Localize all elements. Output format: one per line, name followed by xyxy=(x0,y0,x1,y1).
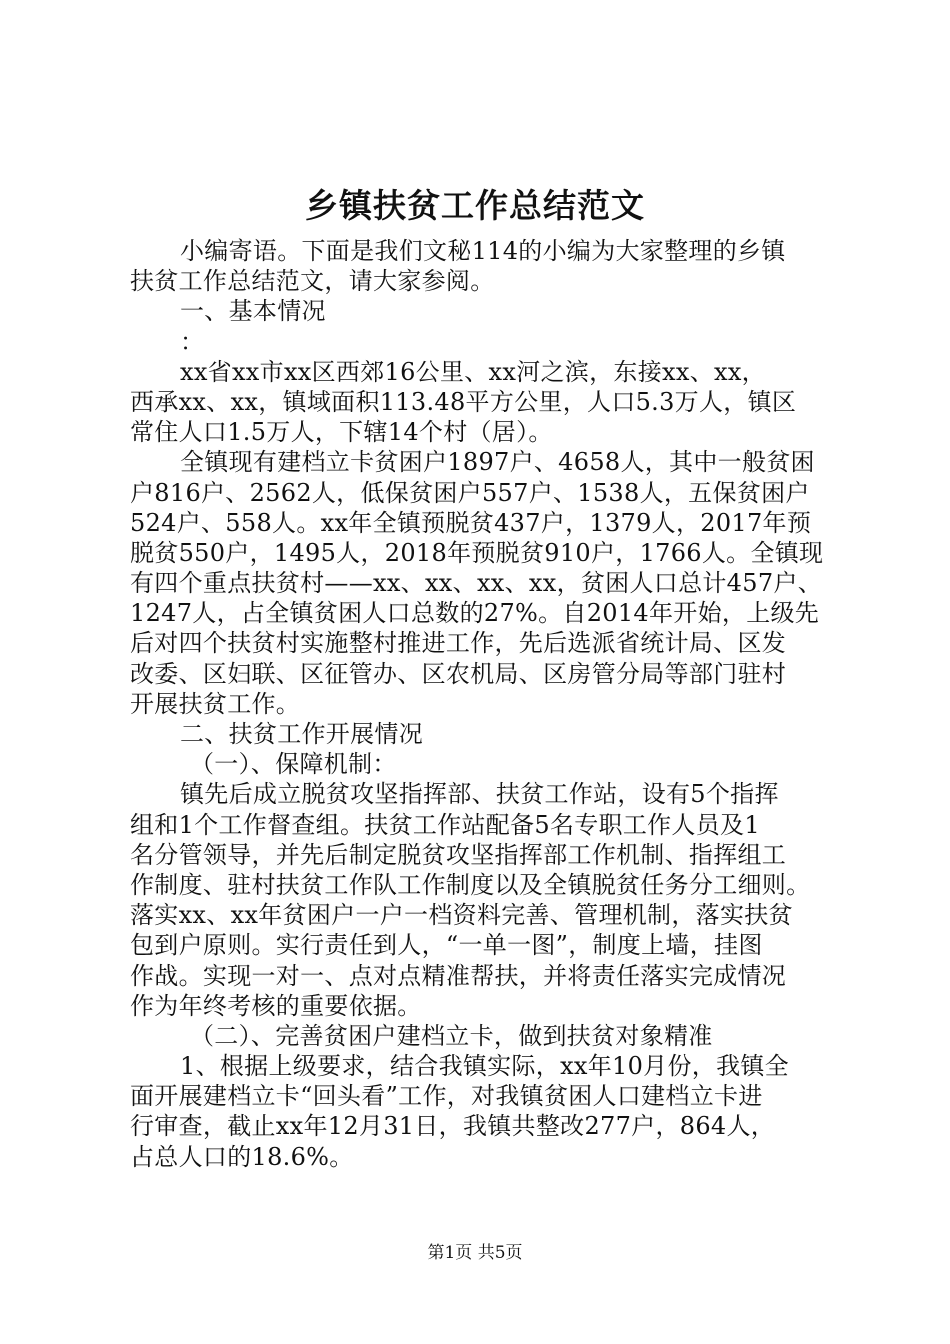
text-line: （二）、完善贫困户建档立卡，做到扶贫对象精准 xyxy=(190,1021,713,1050)
text-line: 有四个重点扶贫村——xx、xx、xx、xx，贫困人口总计457户、 xyxy=(130,569,822,598)
text-line: 后对四个扶贫村实施整村推进工作，先后选派省统计局、区发 xyxy=(130,629,787,658)
text-line: 包到户原则。实行责任到人，“一单一图”，制度上墙，挂图 xyxy=(130,931,763,960)
text-line: 镇先后成立脱贫攻坚指挥部、扶贫工作站，设有5个指挥 xyxy=(180,780,779,809)
page-footer: 第1页 共5页 xyxy=(427,1243,523,1263)
text-line: 小编寄语。下面是我们文秘114的小编为大家整理的乡镇 xyxy=(180,237,786,265)
text-line: 脱贫550户，1495人，2018年预脱贫910户，1766人。全镇现 xyxy=(130,538,824,567)
document-body xyxy=(130,236,830,1172)
text-line: 面开展建档立卡“回头看”工作，对我镇贫困人口建档立卡进 xyxy=(130,1082,763,1111)
text-line: （一）、保障机制： xyxy=(190,750,397,779)
text-line: 西承xx、xx，镇域面积113.48平方公里，人口5.3万人，镇区 xyxy=(130,387,797,416)
text-line: 组和1个工作督查组。扶贫工作站配备5名专职工作人员及1 xyxy=(130,810,760,839)
text-line: 扶贫工作总结范文，请大家参阅。 xyxy=(130,267,495,296)
document-title: 乡镇扶贫工作总结范文 xyxy=(305,186,645,225)
text-line: 常住人口1.5万人，下辖14个村（居）。 xyxy=(130,418,553,447)
text-line: 全镇现有建档立卡贫困户1897户、4658人，其中一般贫困 xyxy=(180,448,815,477)
text-line: 524户、558人。xx年全镇预脱贫437户，1379人，2017年预 xyxy=(130,508,812,537)
text-line: 落实xx、xx年贫困户一户一档资料完善、管理机制，落实扶贫 xyxy=(130,901,793,930)
text-line: 1、根据上级要求，结合我镇实际，xx年10月份，我镇全 xyxy=(180,1052,789,1081)
text-line: xx省xx市xx区西郊16公里、xx河之滨，东接xx、xx， xyxy=(180,357,766,386)
text-line: 开展扶贫工作。 xyxy=(130,689,301,718)
text-line: ： xyxy=(180,327,205,356)
text-line: 户816户、2562人，低保贫困户557户、1538人，五保贫困户 xyxy=(130,478,810,507)
text-line: 作战。实现一对一、点对点精准帮扶，并将责任落实完成情况 xyxy=(130,961,787,990)
text-line: 改委、区妇联、区征管办、区农机局、区房管分局等部门驻村 xyxy=(130,659,787,688)
text-line: 二、扶贫工作开展情况 xyxy=(180,720,423,748)
text-line: 行审查，截止xx年12月31日，我镇共整改277户，864人， xyxy=(130,1112,776,1141)
text-line: 作为年终考核的重要依据。 xyxy=(130,991,422,1020)
text-line: 名分管领导，并先后制定脱贫攻坚指挥部工作机制、指挥组工 xyxy=(130,840,787,869)
text-line: 一、基本情况 xyxy=(180,297,326,326)
text-line: 作制度、驻村扶贫工作队工作制度以及全镇脱贫任务分工细则。 xyxy=(130,870,811,899)
text-line: 占总人口的18.6%。 xyxy=(130,1142,354,1171)
text-line: 1247人，占全镇贫困人口总数的27%。自2014年开始，上级先 xyxy=(130,599,820,628)
